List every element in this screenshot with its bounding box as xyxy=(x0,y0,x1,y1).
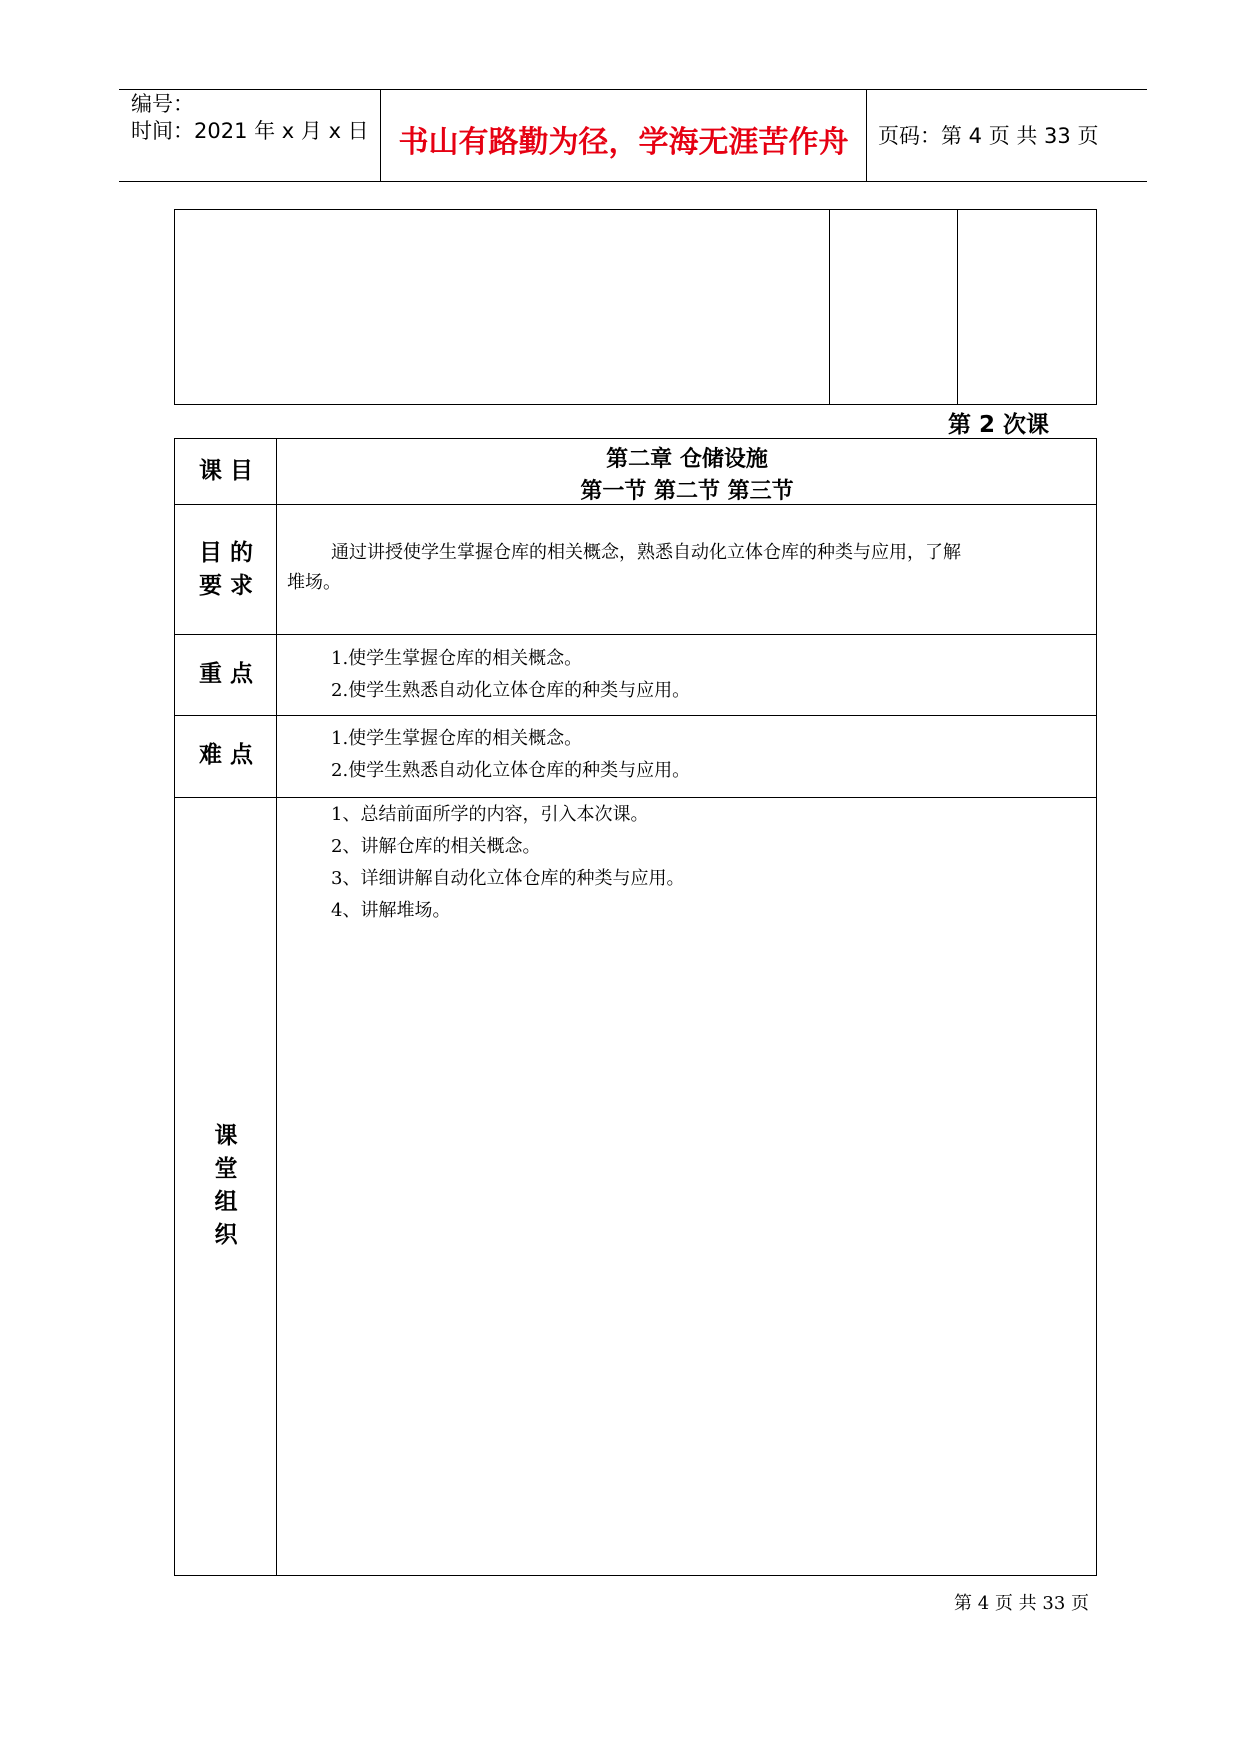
difficulty-item-2: 2.使学生熟悉自动化立体仓库的种类与应用。 xyxy=(331,760,691,781)
goals-text-line1: 通过讲授使学生掌握仓库的相关概念，熟悉自动化立体仓库的种类与应用，了解 xyxy=(331,542,961,563)
lesson-table-label-divider xyxy=(276,438,277,1576)
lesson-table xyxy=(174,438,1097,1576)
classroom-label-char-2: 堂 xyxy=(214,1156,238,1182)
header-number-label: 编号： xyxy=(131,92,194,116)
classroom-item-4: 4、讲解堆场。 xyxy=(331,900,451,921)
classroom-item-1: 1、总结前面所学的内容，引入本次课。 xyxy=(331,804,649,825)
header-motto: 书山有路勤为径，学海无涯苦作舟 xyxy=(398,125,849,160)
previous-table-divider-1 xyxy=(829,209,830,405)
previous-table xyxy=(174,209,1097,405)
classroom-label-char-1: 课 xyxy=(214,1123,238,1149)
row-divider-4 xyxy=(174,797,1097,798)
header-page-label: 页码：第 4 页 共 33 页 xyxy=(878,124,1099,148)
key-point-item-2: 2.使学生熟悉自动化立体仓库的种类与应用。 xyxy=(331,680,691,701)
goals-label-line2: 要 求 xyxy=(198,573,253,599)
header-bottom-rule xyxy=(119,181,1147,182)
classroom-label-char-4: 织 xyxy=(214,1222,238,1248)
course-chapter-title: 第二章 仓储设施 xyxy=(606,447,768,472)
difficulty-item-1: 1.使学生掌握仓库的相关概念。 xyxy=(331,728,583,749)
page-footer: 第 4 页 共 33 页 xyxy=(954,1593,1089,1614)
course-label: 课 目 xyxy=(198,458,253,484)
goals-label-line1: 目 的 xyxy=(198,540,253,566)
row-divider-2 xyxy=(174,634,1097,635)
key-point-item-1: 1.使学生掌握仓库的相关概念。 xyxy=(331,648,583,669)
previous-table-divider-2 xyxy=(957,209,958,405)
goals-text-line2: 堆场。 xyxy=(287,572,341,593)
course-sections-title: 第一节 第二节 第三节 xyxy=(580,479,794,504)
header-time-label: 时间：2021 年 x 月 x 日 xyxy=(131,119,369,143)
row-divider-3 xyxy=(174,715,1097,716)
classroom-item-3: 3、详细讲解自动化立体仓库的种类与应用。 xyxy=(331,868,685,889)
key-points-label: 重 点 xyxy=(198,661,253,687)
lesson-number: 第 2 次课 xyxy=(948,412,1050,438)
difficulties-label: 难 点 xyxy=(198,742,253,768)
classroom-label-char-3: 组 xyxy=(214,1189,238,1215)
classroom-item-2: 2、讲解仓库的相关概念。 xyxy=(331,836,541,857)
header-top-rule xyxy=(119,89,1147,90)
